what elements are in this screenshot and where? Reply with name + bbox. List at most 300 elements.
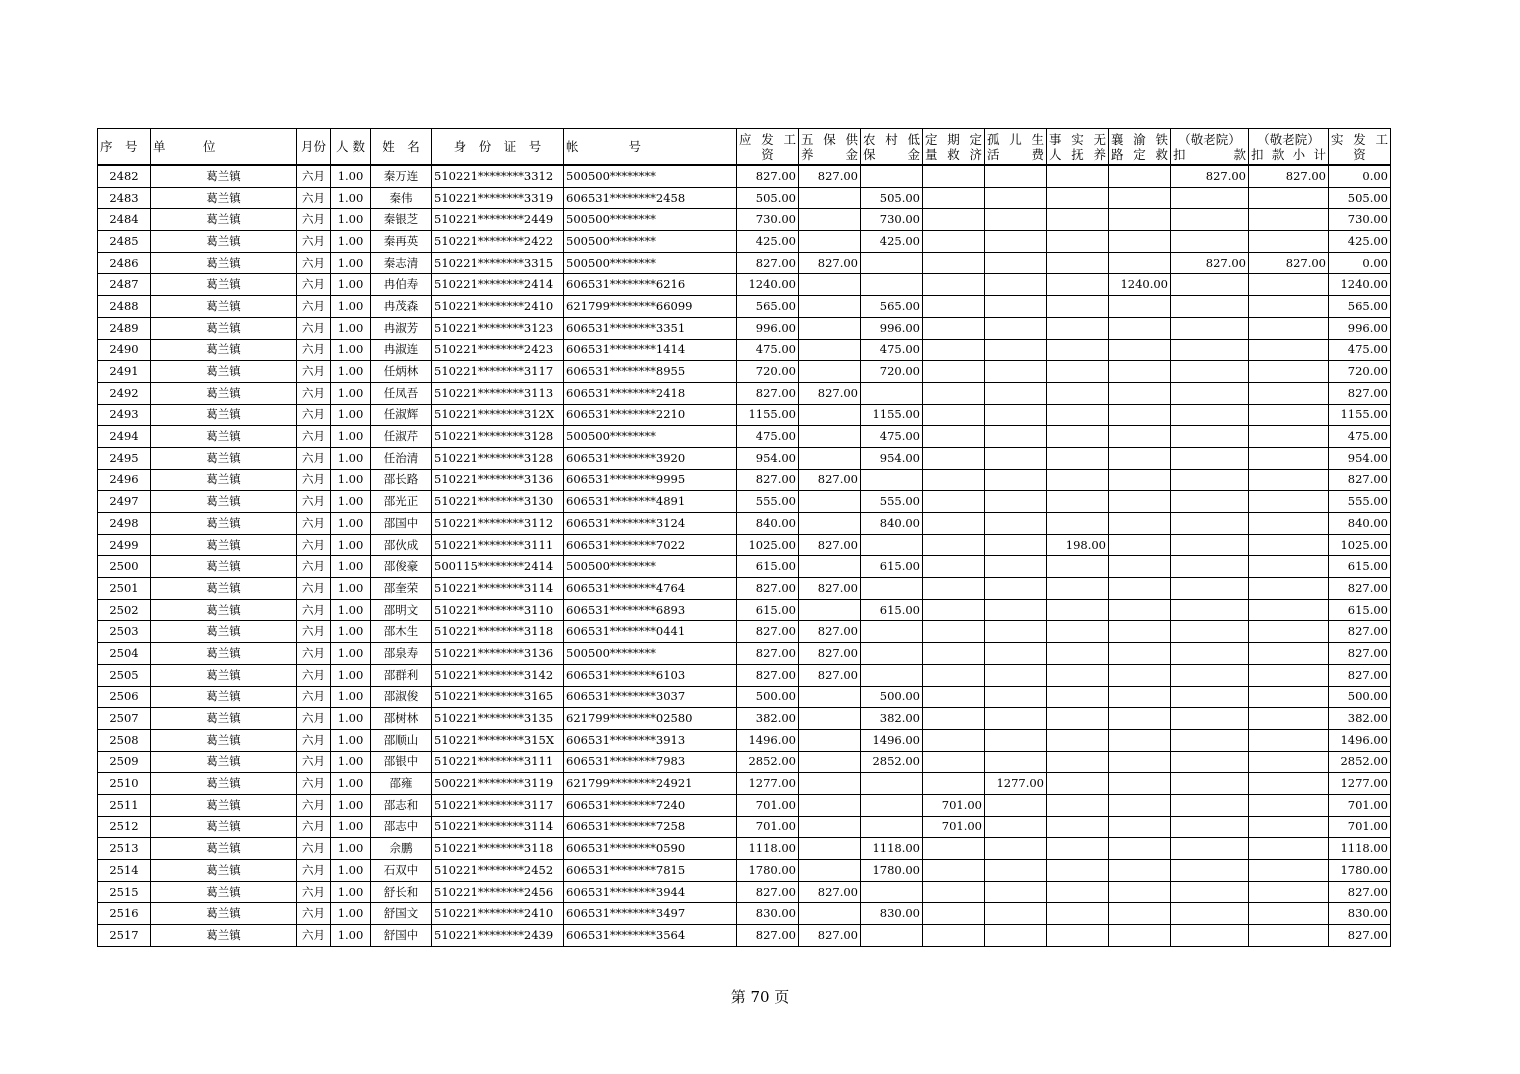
cell-dingqi — [923, 599, 985, 621]
cell-net: 1118.00 — [1329, 838, 1391, 860]
cell-due: 827.00 — [737, 469, 799, 491]
cell-name: 秦再英 — [371, 231, 432, 253]
cell-dibao: 840.00 — [861, 513, 923, 535]
cell-guer — [985, 361, 1047, 383]
cell-dingqi — [923, 751, 985, 773]
cell-wubao — [799, 903, 861, 925]
cell-account: 500500******** — [564, 231, 737, 253]
cell-dibao: 475.00 — [861, 426, 923, 448]
cell-id: 510221********2410 — [432, 903, 564, 925]
cell-unit: 葛兰镇 — [151, 621, 297, 643]
cell-wubao: 827.00 — [799, 881, 861, 903]
cell-wubao — [799, 838, 861, 860]
cell-guer — [985, 209, 1047, 231]
cell-unit: 葛兰镇 — [151, 513, 297, 535]
cell-dingqi — [923, 578, 985, 600]
cell-wubao — [799, 599, 861, 621]
cell-count: 1.00 — [331, 578, 371, 600]
cell-seq: 2516 — [98, 903, 151, 925]
cell-account: 606531********9995 — [564, 469, 737, 491]
cell-xiangyu — [1109, 231, 1171, 253]
cell-dingqi — [923, 209, 985, 231]
cell-dingqi — [923, 165, 985, 187]
cell-seq: 2515 — [98, 881, 151, 903]
cell-count: 1.00 — [331, 708, 371, 730]
table-row — [98, 274, 1391, 296]
cell-month: 六月 — [297, 729, 331, 751]
col-guer: 孤 儿 生 活 费 — [985, 129, 1047, 166]
cell-guer — [985, 317, 1047, 339]
cell-count: 1.00 — [331, 491, 371, 513]
cell-net: 830.00 — [1329, 903, 1391, 925]
cell-due: 565.00 — [737, 296, 799, 318]
cell-id: 510221********2439 — [432, 925, 564, 947]
cell-net: 827.00 — [1329, 578, 1391, 600]
table-row — [98, 708, 1391, 730]
cell-kou — [1171, 578, 1249, 600]
cell-net: 0.00 — [1329, 252, 1391, 274]
cell-count: 1.00 — [331, 925, 371, 947]
cell-net: 1155.00 — [1329, 404, 1391, 426]
cell-month: 六月 — [297, 643, 331, 665]
cell-net: 827.00 — [1329, 664, 1391, 686]
cell-kou: 827.00 — [1171, 165, 1249, 187]
cell-dingqi: 701.00 — [923, 794, 985, 816]
cell-count: 1.00 — [331, 881, 371, 903]
cell-shishi — [1047, 187, 1109, 209]
cell-seq: 2495 — [98, 447, 151, 469]
cell-xiangyu — [1109, 860, 1171, 882]
table-row — [98, 903, 1391, 925]
cell-id: 510221********3136 — [432, 469, 564, 491]
cell-dingqi — [923, 361, 985, 383]
cell-id: 510221********3112 — [432, 513, 564, 535]
cell-dingqi — [923, 903, 985, 925]
cell-unit: 葛兰镇 — [151, 447, 297, 469]
cell-due: 827.00 — [737, 881, 799, 903]
cell-seq: 2489 — [98, 317, 151, 339]
cell-unit: 葛兰镇 — [151, 404, 297, 426]
cell-dibao — [861, 881, 923, 903]
cell-net: 1277.00 — [1329, 773, 1391, 795]
cell-xiangyu — [1109, 447, 1171, 469]
cell-id: 510221********3114 — [432, 578, 564, 600]
cell-shishi — [1047, 447, 1109, 469]
cell-count: 1.00 — [331, 209, 371, 231]
col-net-pay: 实 发 工 资 — [1329, 129, 1391, 166]
col-due-pay: 应 发 工 资 — [737, 129, 799, 166]
cell-dibao: 500.00 — [861, 686, 923, 708]
cell-sub — [1249, 317, 1329, 339]
cell-count: 1.00 — [331, 382, 371, 404]
cell-account: 606531********3351 — [564, 317, 737, 339]
cell-net: 840.00 — [1329, 513, 1391, 535]
cell-due: 827.00 — [737, 621, 799, 643]
cell-seq: 2504 — [98, 643, 151, 665]
cell-guer: 1277.00 — [985, 773, 1047, 795]
cell-sub: 827.00 — [1249, 252, 1329, 274]
cell-month: 六月 — [297, 317, 331, 339]
cell-shishi — [1047, 708, 1109, 730]
cell-id: 510221********3315 — [432, 252, 564, 274]
cell-count: 1.00 — [331, 903, 371, 925]
cell-name: 秦银芝 — [371, 209, 432, 231]
cell-dibao: 615.00 — [861, 556, 923, 578]
cell-dingqi — [923, 664, 985, 686]
cell-xiangyu — [1109, 469, 1171, 491]
cell-kou — [1171, 513, 1249, 535]
cell-wubao — [799, 816, 861, 838]
cell-sub — [1249, 339, 1329, 361]
cell-unit: 葛兰镇 — [151, 252, 297, 274]
cell-guer — [985, 447, 1047, 469]
cell-count: 1.00 — [331, 231, 371, 253]
cell-due: 996.00 — [737, 317, 799, 339]
table-row — [98, 860, 1391, 882]
cell-month: 六月 — [297, 187, 331, 209]
cell-unit: 葛兰镇 — [151, 881, 297, 903]
cell-shishi — [1047, 209, 1109, 231]
cell-net: 2852.00 — [1329, 751, 1391, 773]
cell-kou — [1171, 881, 1249, 903]
cell-guer — [985, 578, 1047, 600]
cell-month: 六月 — [297, 165, 331, 187]
cell-shishi — [1047, 664, 1109, 686]
cell-dibao — [861, 382, 923, 404]
cell-unit: 葛兰镇 — [151, 556, 297, 578]
cell-guer — [985, 729, 1047, 751]
cell-name: 舒长和 — [371, 881, 432, 903]
cell-due: 1118.00 — [737, 838, 799, 860]
cell-seq: 2506 — [98, 686, 151, 708]
cell-unit: 葛兰镇 — [151, 534, 297, 556]
table-row — [98, 643, 1391, 665]
cell-name: 邵奎荣 — [371, 578, 432, 600]
cell-kou — [1171, 599, 1249, 621]
cell-shishi — [1047, 903, 1109, 925]
cell-name: 邵俊豪 — [371, 556, 432, 578]
cell-account: 606531********7240 — [564, 794, 737, 816]
cell-id: 510221********3117 — [432, 361, 564, 383]
cell-xiangyu — [1109, 556, 1171, 578]
cell-shishi — [1047, 231, 1109, 253]
cell-month: 六月 — [297, 664, 331, 686]
cell-xiangyu — [1109, 382, 1171, 404]
col-jinglao-sub: （敬老院） 扣 款 小 计 — [1249, 129, 1329, 166]
cell-account: 606531********1414 — [564, 339, 737, 361]
table-row — [98, 534, 1391, 556]
col-xiangyu: 襄 渝 铁 路 定 救 — [1109, 129, 1171, 166]
cell-dingqi — [923, 339, 985, 361]
cell-name: 邵长路 — [371, 469, 432, 491]
cell-unit: 葛兰镇 — [151, 860, 297, 882]
cell-due: 382.00 — [737, 708, 799, 730]
table-row — [98, 339, 1391, 361]
cell-seq: 2507 — [98, 708, 151, 730]
cell-guer — [985, 252, 1047, 274]
cell-shishi — [1047, 881, 1109, 903]
table-row — [98, 664, 1391, 686]
cell-id: 500115********2414 — [432, 556, 564, 578]
cell-net: 827.00 — [1329, 925, 1391, 947]
cell-account: 500500******** — [564, 252, 737, 274]
cell-due: 730.00 — [737, 209, 799, 231]
cell-dibao: 565.00 — [861, 296, 923, 318]
cell-seq: 2485 — [98, 231, 151, 253]
cell-id: 510221********3114 — [432, 816, 564, 838]
cell-wubao — [799, 794, 861, 816]
cell-guer — [985, 751, 1047, 773]
cell-seq: 2499 — [98, 534, 151, 556]
cell-shishi — [1047, 816, 1109, 838]
cell-dibao — [861, 252, 923, 274]
cell-count: 1.00 — [331, 339, 371, 361]
cell-name: 舒国中 — [371, 925, 432, 947]
cell-wubao: 827.00 — [799, 534, 861, 556]
table-row — [98, 838, 1391, 860]
cell-unit: 葛兰镇 — [151, 361, 297, 383]
cell-seq: 2488 — [98, 296, 151, 318]
cell-due: 555.00 — [737, 491, 799, 513]
cell-count: 1.00 — [331, 860, 371, 882]
cell-name: 邵泉寿 — [371, 643, 432, 665]
cell-account: 500500******** — [564, 556, 737, 578]
cell-name: 邵伙成 — [371, 534, 432, 556]
cell-wubao — [799, 513, 861, 535]
cell-month: 六月 — [297, 469, 331, 491]
cell-count: 1.00 — [331, 274, 371, 296]
cell-unit: 葛兰镇 — [151, 643, 297, 665]
cell-shishi — [1047, 578, 1109, 600]
cell-xiangyu — [1109, 252, 1171, 274]
cell-month: 六月 — [297, 708, 331, 730]
cell-dingqi — [923, 252, 985, 274]
cell-account: 606531********7022 — [564, 534, 737, 556]
cell-dibao: 505.00 — [861, 187, 923, 209]
cell-account: 606531********7983 — [564, 751, 737, 773]
cell-guer — [985, 339, 1047, 361]
cell-seq: 2486 — [98, 252, 151, 274]
cell-kou — [1171, 274, 1249, 296]
col-seq: 序 号 — [98, 129, 151, 166]
cell-wubao — [799, 556, 861, 578]
cell-name: 任炳林 — [371, 361, 432, 383]
cell-due: 827.00 — [737, 643, 799, 665]
cell-id: 510221********3130 — [432, 491, 564, 513]
cell-due: 1025.00 — [737, 534, 799, 556]
cell-unit: 葛兰镇 — [151, 382, 297, 404]
cell-guer — [985, 231, 1047, 253]
cell-count: 1.00 — [331, 513, 371, 535]
cell-dibao — [861, 274, 923, 296]
cell-count: 1.00 — [331, 187, 371, 209]
cell-unit: 葛兰镇 — [151, 599, 297, 621]
cell-name: 邵明文 — [371, 599, 432, 621]
cell-id: 510221********315X — [432, 729, 564, 751]
cell-seq: 2494 — [98, 426, 151, 448]
cell-month: 六月 — [297, 534, 331, 556]
table-row — [98, 881, 1391, 903]
cell-due: 505.00 — [737, 187, 799, 209]
cell-shishi — [1047, 860, 1109, 882]
cell-id: 510221********3110 — [432, 599, 564, 621]
cell-due: 615.00 — [737, 599, 799, 621]
cell-sub — [1249, 751, 1329, 773]
cell-count: 1.00 — [331, 643, 371, 665]
cell-unit: 葛兰镇 — [151, 317, 297, 339]
cell-sub — [1249, 209, 1329, 231]
cell-dingqi — [923, 534, 985, 556]
cell-sub — [1249, 274, 1329, 296]
cell-xiangyu — [1109, 621, 1171, 643]
cell-net: 425.00 — [1329, 231, 1391, 253]
cell-wubao — [799, 491, 861, 513]
cell-kou: 827.00 — [1171, 252, 1249, 274]
cell-id: 510221********2410 — [432, 296, 564, 318]
cell-dibao — [861, 621, 923, 643]
cell-dibao — [861, 816, 923, 838]
cell-guer — [985, 881, 1047, 903]
table-row — [98, 751, 1391, 773]
cell-unit: 葛兰镇 — [151, 187, 297, 209]
cell-net: 500.00 — [1329, 686, 1391, 708]
cell-id: 510221********3319 — [432, 187, 564, 209]
cell-xiangyu — [1109, 881, 1171, 903]
cell-count: 1.00 — [331, 838, 371, 860]
cell-due: 615.00 — [737, 556, 799, 578]
cell-account: 500500******** — [564, 426, 737, 448]
cell-shishi — [1047, 751, 1109, 773]
cell-id: 510221********312X — [432, 404, 564, 426]
cell-count: 1.00 — [331, 534, 371, 556]
cell-kou — [1171, 339, 1249, 361]
cell-kou — [1171, 860, 1249, 882]
cell-sub — [1249, 729, 1329, 751]
table-row — [98, 296, 1391, 318]
relief-payment-table — [97, 128, 1391, 947]
cell-guer — [985, 165, 1047, 187]
cell-count: 1.00 — [331, 599, 371, 621]
cell-sub — [1249, 816, 1329, 838]
cell-name: 冉茂森 — [371, 296, 432, 318]
cell-due: 840.00 — [737, 513, 799, 535]
cell-wubao: 827.00 — [799, 165, 861, 187]
cell-month: 六月 — [297, 274, 331, 296]
cell-account: 606531********2418 — [564, 382, 737, 404]
cell-dingqi — [923, 447, 985, 469]
cell-net: 701.00 — [1329, 816, 1391, 838]
cell-kou — [1171, 209, 1249, 231]
cell-wubao — [799, 729, 861, 751]
cell-dibao: 830.00 — [861, 903, 923, 925]
col-unit: 单 位 — [151, 129, 297, 166]
cell-shishi — [1047, 382, 1109, 404]
cell-sub — [1249, 534, 1329, 556]
cell-unit: 葛兰镇 — [151, 773, 297, 795]
cell-unit: 葛兰镇 — [151, 751, 297, 773]
cell-dingqi — [923, 708, 985, 730]
cell-guer — [985, 903, 1047, 925]
cell-due: 475.00 — [737, 339, 799, 361]
cell-guer — [985, 513, 1047, 535]
col-dingqi: 定 期 定 量 救 济 — [923, 129, 985, 166]
cell-account: 606531********3920 — [564, 447, 737, 469]
cell-month: 六月 — [297, 426, 331, 448]
table-row — [98, 231, 1391, 253]
table-row — [98, 447, 1391, 469]
cell-month: 六月 — [297, 404, 331, 426]
cell-net: 720.00 — [1329, 361, 1391, 383]
cell-net: 1025.00 — [1329, 534, 1391, 556]
cell-sub: 827.00 — [1249, 165, 1329, 187]
cell-account: 606531********0441 — [564, 621, 737, 643]
table-row — [98, 252, 1391, 274]
table-row — [98, 187, 1391, 209]
cell-guer — [985, 643, 1047, 665]
cell-month: 六月 — [297, 925, 331, 947]
cell-xiangyu — [1109, 708, 1171, 730]
cell-unit: 葛兰镇 — [151, 274, 297, 296]
cell-xiangyu — [1109, 491, 1171, 513]
table-row — [98, 816, 1391, 838]
cell-count: 1.00 — [331, 794, 371, 816]
cell-dingqi — [923, 187, 985, 209]
cell-seq: 2482 — [98, 165, 151, 187]
cell-xiangyu — [1109, 925, 1171, 947]
cell-xiangyu — [1109, 794, 1171, 816]
cell-unit: 葛兰镇 — [151, 925, 297, 947]
cell-guer — [985, 686, 1047, 708]
cell-seq: 2512 — [98, 816, 151, 838]
table-row — [98, 794, 1391, 816]
cell-net: 827.00 — [1329, 469, 1391, 491]
cell-count: 1.00 — [331, 361, 371, 383]
cell-wubao — [799, 860, 861, 882]
cell-wubao: 827.00 — [799, 621, 861, 643]
cell-month: 六月 — [297, 794, 331, 816]
cell-net: 1240.00 — [1329, 274, 1391, 296]
col-jinglao-kou: （敬老院） 扣 款 — [1171, 129, 1249, 166]
cell-name: 石双中 — [371, 860, 432, 882]
cell-sub — [1249, 708, 1329, 730]
cell-dingqi — [923, 231, 985, 253]
cell-xiangyu — [1109, 513, 1171, 535]
cell-shishi — [1047, 556, 1109, 578]
cell-kou — [1171, 469, 1249, 491]
cell-shishi — [1047, 469, 1109, 491]
cell-month: 六月 — [297, 556, 331, 578]
cell-count: 1.00 — [331, 816, 371, 838]
cell-due: 425.00 — [737, 231, 799, 253]
table-row — [98, 578, 1391, 600]
cell-shishi — [1047, 426, 1109, 448]
cell-xiangyu — [1109, 317, 1171, 339]
cell-seq: 2502 — [98, 599, 151, 621]
cell-sub — [1249, 382, 1329, 404]
table-header — [98, 129, 1391, 166]
cell-seq: 2490 — [98, 339, 151, 361]
table-row — [98, 404, 1391, 426]
cell-shishi — [1047, 296, 1109, 318]
cell-sub — [1249, 621, 1329, 643]
cell-kou — [1171, 491, 1249, 513]
cell-dibao — [861, 643, 923, 665]
cell-account: 606531********4891 — [564, 491, 737, 513]
cell-name: 冉伯寿 — [371, 274, 432, 296]
cell-wubao — [799, 209, 861, 231]
cell-due: 830.00 — [737, 903, 799, 925]
cell-wubao — [799, 708, 861, 730]
